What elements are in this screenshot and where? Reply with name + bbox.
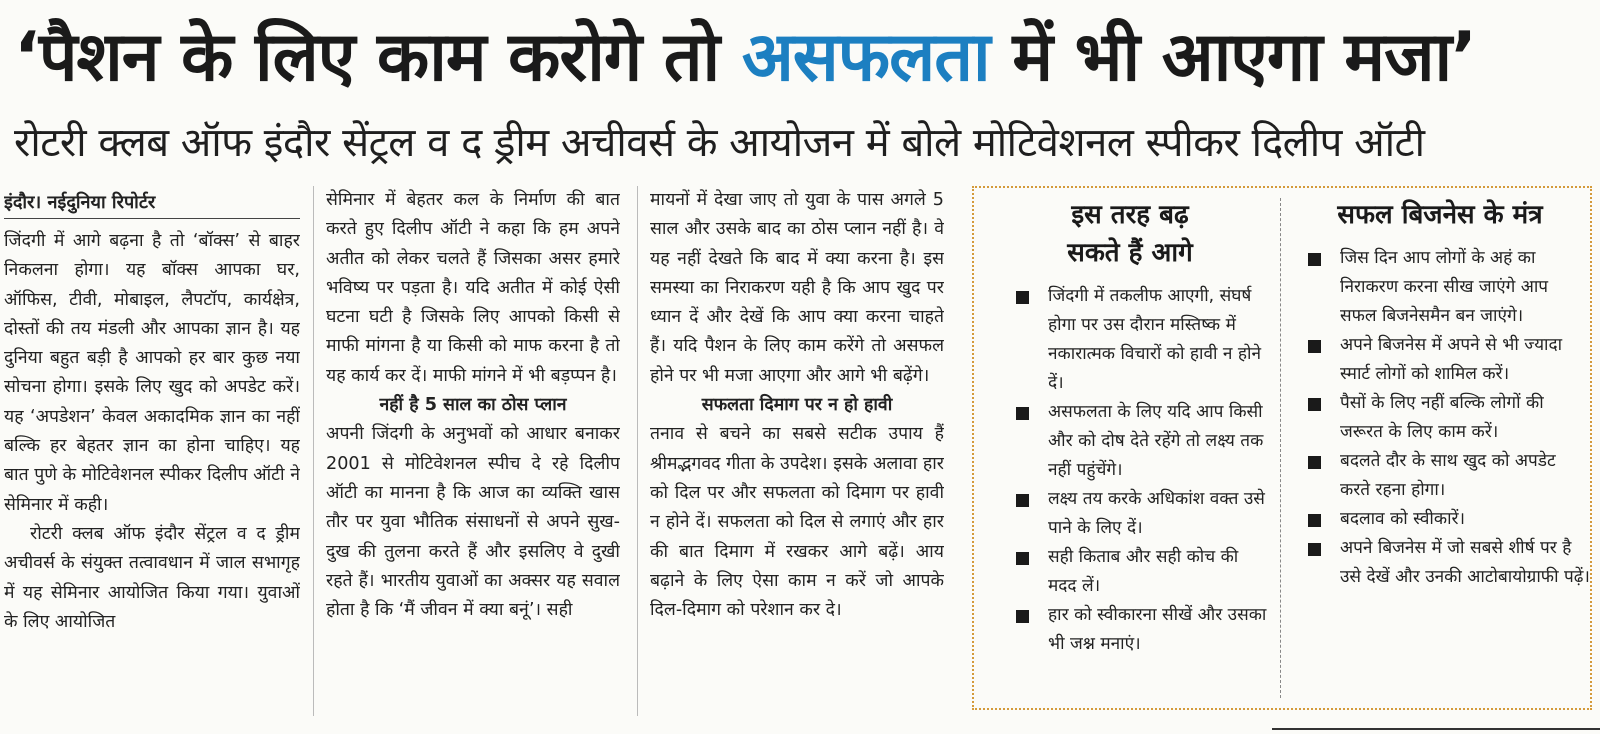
box-right-list (1302, 244, 1590, 592)
dateline: इंदौर। नईदुनिया रिपोर्टर (4, 186, 300, 219)
square-bullet-icon (1016, 552, 1029, 565)
square-bullet-icon (1308, 253, 1321, 266)
list-item (1010, 543, 1272, 601)
column-rule (637, 186, 638, 716)
list-item (1010, 398, 1272, 485)
list-item (1302, 534, 1590, 592)
list-item (1302, 505, 1590, 534)
headline-highlight: असफलता (741, 18, 990, 97)
headline-part2: में भी आएगा मजा’ (989, 18, 1476, 97)
box-left-title-line1: इस तरह बढ़ (1071, 200, 1189, 230)
square-bullet-icon (1308, 340, 1321, 353)
list-item-text: सही किताब और सही कोच की मदद लें। (1048, 547, 1239, 596)
list-item-text: लक्ष्य तय करके अधिकांश वक्त उसे पाने के लिए दें। (1048, 489, 1265, 538)
list-item-text: जिस दिन आप लोगों के अहं का निराकरण करना सीख जाएंगे आप सफल बिजनेसमैन बन जाएंगे। (1340, 248, 1549, 326)
square-bullet-icon (1016, 291, 1029, 304)
box-left-title (1005, 196, 1255, 272)
corner-rule (1272, 728, 1600, 730)
list-item-text: बदलाव को स्वीकारें। (1340, 509, 1466, 529)
col1-paragraph-2: रोटरी क्लब ऑफ इंदौर सेंट्रल व द ड्रीम अचीवर्स के संयुक्त तत्वावधान में जाल सभागृह में यह सेमिनार आयोजित किया गया। युवाओं के लिए आयोजित (4, 523, 300, 632)
list-item (1302, 244, 1590, 331)
col3-paragraph-2: तनाव से बचने का सबसे सटीक उपाय हैं श्रीमद्भगवद गीता के उपदेश। इसके अलावा हार को दिल पर और सफलता को दिमाग पर हावी न होने दें। सफलता को दिल से लगाएं और हार की बात दिमाग में रखकर आगे बढ़ें। आय बढ़ाने के लिए ऐसा काम न करें जो आपके दिल-दिमाग को परेशान कर दे। (650, 424, 944, 621)
col2-subheading: नहीं है 5 साल का ठोस प्लान (379, 395, 567, 416)
list-item-text: अपने बिजनेस में अपने से भी ज्यादा स्मार्ट लोगों को शामिल करें। (1340, 335, 1563, 384)
list-item (1302, 447, 1590, 505)
col3-subheading: सफलता दिमाग पर न हो हावी (701, 395, 893, 416)
square-bullet-icon (1308, 543, 1321, 556)
col2-paragraph-2: अपनी जिंदगी के अनुभवों को आधार बनाकर 2001 से मोटिवेशनल स्पीच दे रहे दिलीप ऑटी का मानना है कि आज का व्यक्ति खास तौर पर युवा भौतिक संसाधनों से अपने सुख-दुख की तुलना करते हैं और इसलिए वे दुखी रहते हैं। भारतीय युवाओं का अक्सर यह सवाल होता है कि ‘मैं जीवन में क्या बनूं’। सही (326, 424, 620, 621)
list-item (1010, 485, 1272, 543)
box-right-title: सफल बिजनेस के मंत्र (1337, 200, 1543, 230)
list-item (1010, 282, 1272, 398)
headline (14, 8, 1586, 108)
col1-paragraph-1: जिंदगी में आगे बढ़ना है तो ‘बॉक्स’ से बाहर निकलना होगा। यह बॉक्स आपका घर, ऑफिस, टीवी, मोबाइल, लैपटॉप, कार्यक्षेत्र, दोस्तों की तय मंडली और आपका ज्ञान है। यह दुनिया बहुत बड़ी है आपको हर बार कुछ नया सोचना होगा। इसके लिए खुद को अपडेट करें। यह ‘अपडेशन’ केवल अकादमिक ज्ञान का नहीं बल्कि हर बेहतर ज्ञान का होना चाहिए। यह बात पुणे के मोटिवेशनल स्पीकर दिलीप ऑटी ने सेमिनार में कही। (4, 231, 300, 515)
list-item-text: बदलते दौर के साथ खुद को अपडेट करते रहना होगा। (1340, 451, 1556, 500)
list-item (1010, 601, 1272, 659)
box-divider (1280, 198, 1281, 698)
square-bullet-icon (1308, 398, 1321, 411)
list-item-text: जिंदगी में तकलीफ आएगी, संघर्ष होगा पर उस दौरान मस्तिष्क में नकारात्मक विचारों को हावी न होने दें। (1048, 286, 1262, 393)
col2-paragraph-1: सेमिनार में बेहतर कल के निर्माण की बात करते हुए दिलीप ऑटी ने कहा कि हम अपने अतीत को लेकर चलते हैं जिसका असर हमारे भविष्य पर पड़ता है। यदि अतीत में कोई ऐसी घटना घटी है जिसके लिए आपको किसी से माफी मांगना है या किसी को माफ करना है तो यह कार्य कर दें। माफी मांगने में भी बड़प्पन है। (326, 190, 620, 386)
list-item (1302, 389, 1590, 447)
square-bullet-icon (1308, 456, 1321, 469)
subheadline: रोटरी क्लब ऑफ इंदौर सेंट्रल व द ड्रीम अचीवर्स के आयोजन में बोले मोटिवेशनल स्पीकर दिलीप ऑटी (14, 120, 1425, 166)
box-left-title-line2: सकते हैं आगे (1067, 238, 1193, 268)
list-item-text: हार को स्वीकारना सीखें और उसका भी जश्न मनाएं। (1048, 605, 1267, 654)
square-bullet-icon (1016, 610, 1029, 623)
square-bullet-icon (1016, 407, 1029, 420)
article-column-2 (326, 186, 620, 726)
list-item (1302, 331, 1590, 389)
headline-part1: ‘पैशन के लिए काम करोगे तो (14, 18, 742, 97)
article-column-1 (4, 186, 300, 726)
square-bullet-icon (1308, 514, 1321, 527)
article-column-3 (650, 186, 944, 726)
col3-paragraph-1: मायनों में देखा जाए तो युवा के पास अगले 5 साल और उसके बाद का ठोस प्लान नहीं है। वे यह नहीं देखते कि बाद में क्या करना है। इस समस्या का निराकरण यही है कि आप खुद पर ध्यान दें और देखें कि आप क्या करना चाहते हैं। यदि पैशन के लिए काम करेंगे तो असफल होने पर भी मजा आएगा और आगे भी बढ़ेंगे। (650, 190, 944, 386)
list-item-text: अपने बिजनेस में जो सबसे शीर्ष पर है उसे देखें और उनकी आटोबायोग्राफी पढ़ें। (1340, 538, 1590, 587)
square-bullet-icon (1016, 494, 1029, 507)
box-left-list (1010, 282, 1272, 659)
column-rule (313, 186, 314, 716)
list-item-text: असफलता के लिए यदि आप किसी और को दोष देते रहेंगे तो लक्ष्य तक नहीं पहुंचेंगे। (1048, 402, 1264, 480)
list-item-text: पैसों के लिए नहीं बल्कि लोगों की जरूरत के लिए काम करें। (1340, 393, 1544, 442)
